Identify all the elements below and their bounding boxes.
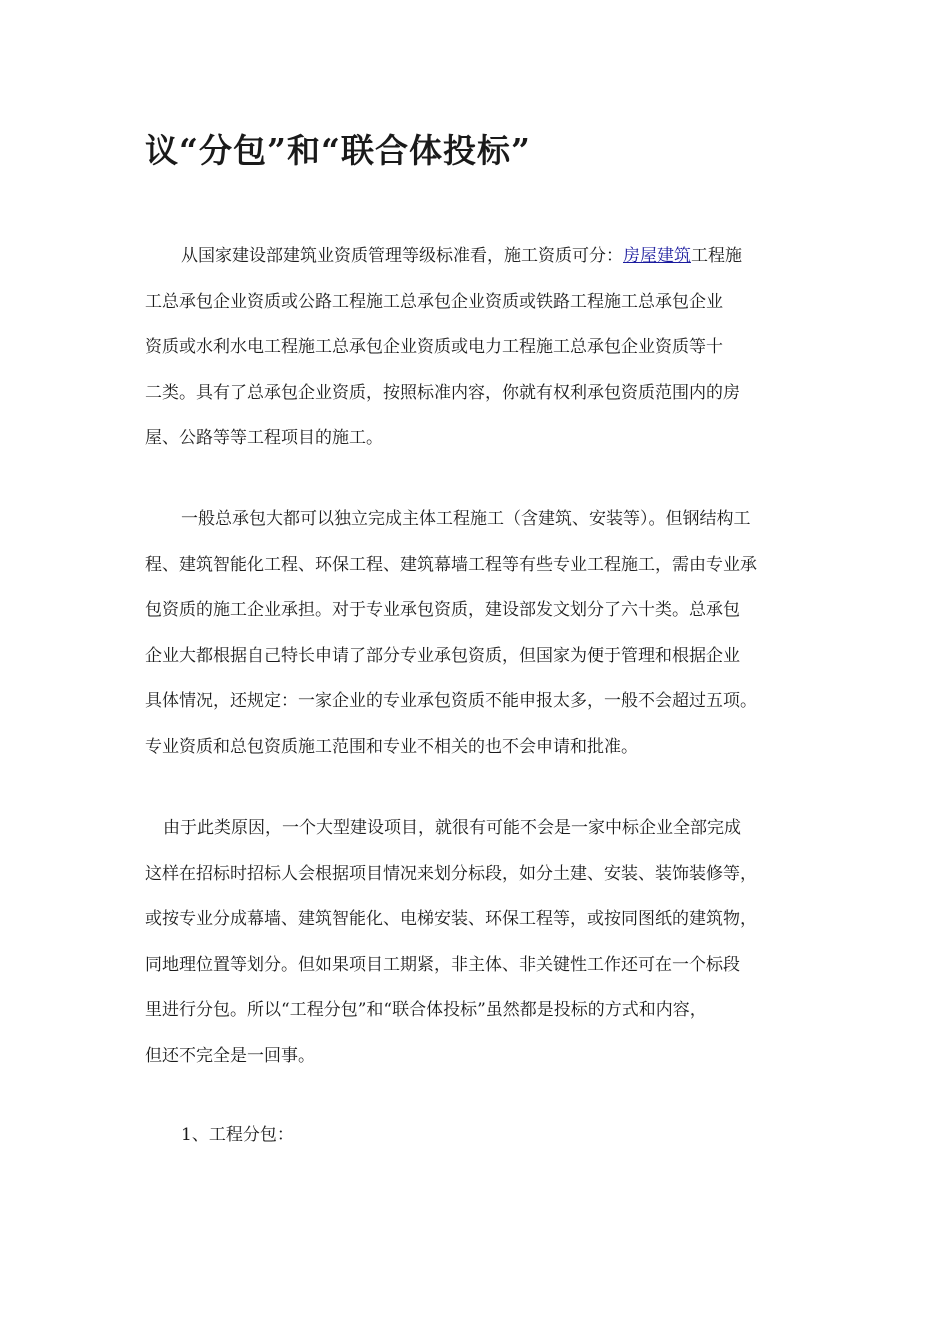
paragraph-line: 企业大都根据自己特长申请了部分专业承包资质，但国家为便于管理和根据企业 <box>145 645 740 666</box>
paragraph-2 <box>145 497 810 770</box>
paragraph-1 <box>145 234 810 462</box>
housing-construction-link[interactable]: 房屋建筑 <box>623 246 691 266</box>
paragraph-line: 具体情况，还规定：一家企业的专业承包资质不能申报太多，一般不会超过五项。 <box>145 691 757 711</box>
paragraph-1-line-1 <box>145 234 810 280</box>
paragraph-line: 里进行分包。所以“工程分包”和“联合体投标”虽然都是投标的方式和内容， <box>145 1000 707 1020</box>
paragraph-line: 或按专业分成幕墙、建筑智能化、电梯安装、环保工程等，或按同图纸的建筑物， <box>145 909 757 929</box>
paragraph-line: 这样在招标时招标人会根据项目情况来划分标段，如分土建、安装、装饰装修等， <box>145 863 757 884</box>
paragraph-line: 二类。具有了总承包企业资质，按照标准内容，你就有权利承包资质范围内的房 <box>145 382 740 403</box>
paragraph-3 <box>145 806 810 1079</box>
text-segment: 工程施 <box>691 246 742 266</box>
paragraph-line: 工总承包企业资质或公路工程施工总承包企业资质或铁路工程施工总承包企业 <box>145 291 723 312</box>
paragraph-line: 但还不完全是一回事。 <box>145 1045 315 1066</box>
text-segment: 从国家建设部建筑业资质管理等级标准看，施工资质可分： <box>181 246 623 266</box>
paragraph-line: 程、建筑智能化工程、环保工程、建筑幕墙工程等有些专业工程施工，需由专业承 <box>145 554 757 575</box>
paragraph-line: 一般总承包大都可以独立完成主体工程施工（含建筑、安装等）。但钢结构工 <box>181 509 751 529</box>
paragraph-line: 屋、公路等等工程项目的施工。 <box>145 428 383 448</box>
page-title: 议“分包”和“联合体投标” <box>145 131 531 170</box>
paragraph-line: 专业资质和总包资质施工范围和专业不相关的也不会申请和批准。 <box>145 736 638 757</box>
paragraph-line: 包资质的施工企业承担。对于专业承包资质，建设部发文划分了六十类。总承包 <box>145 600 740 620</box>
paragraph-line: 资质或水利水电工程施工总承包企业资质或电力工程施工总承包企业资质等十 <box>145 337 723 357</box>
paragraph-line: 由于此类原因，一个大型建设项目，就很有可能不会是一家中标企业全部完成 <box>163 818 741 838</box>
section-heading: 1、工程分包： <box>181 1125 294 1145</box>
paragraph-line: 同地理位置等划分。但如果项目工期紧，非主体、非关键性工作还可在一个标段 <box>145 954 740 975</box>
